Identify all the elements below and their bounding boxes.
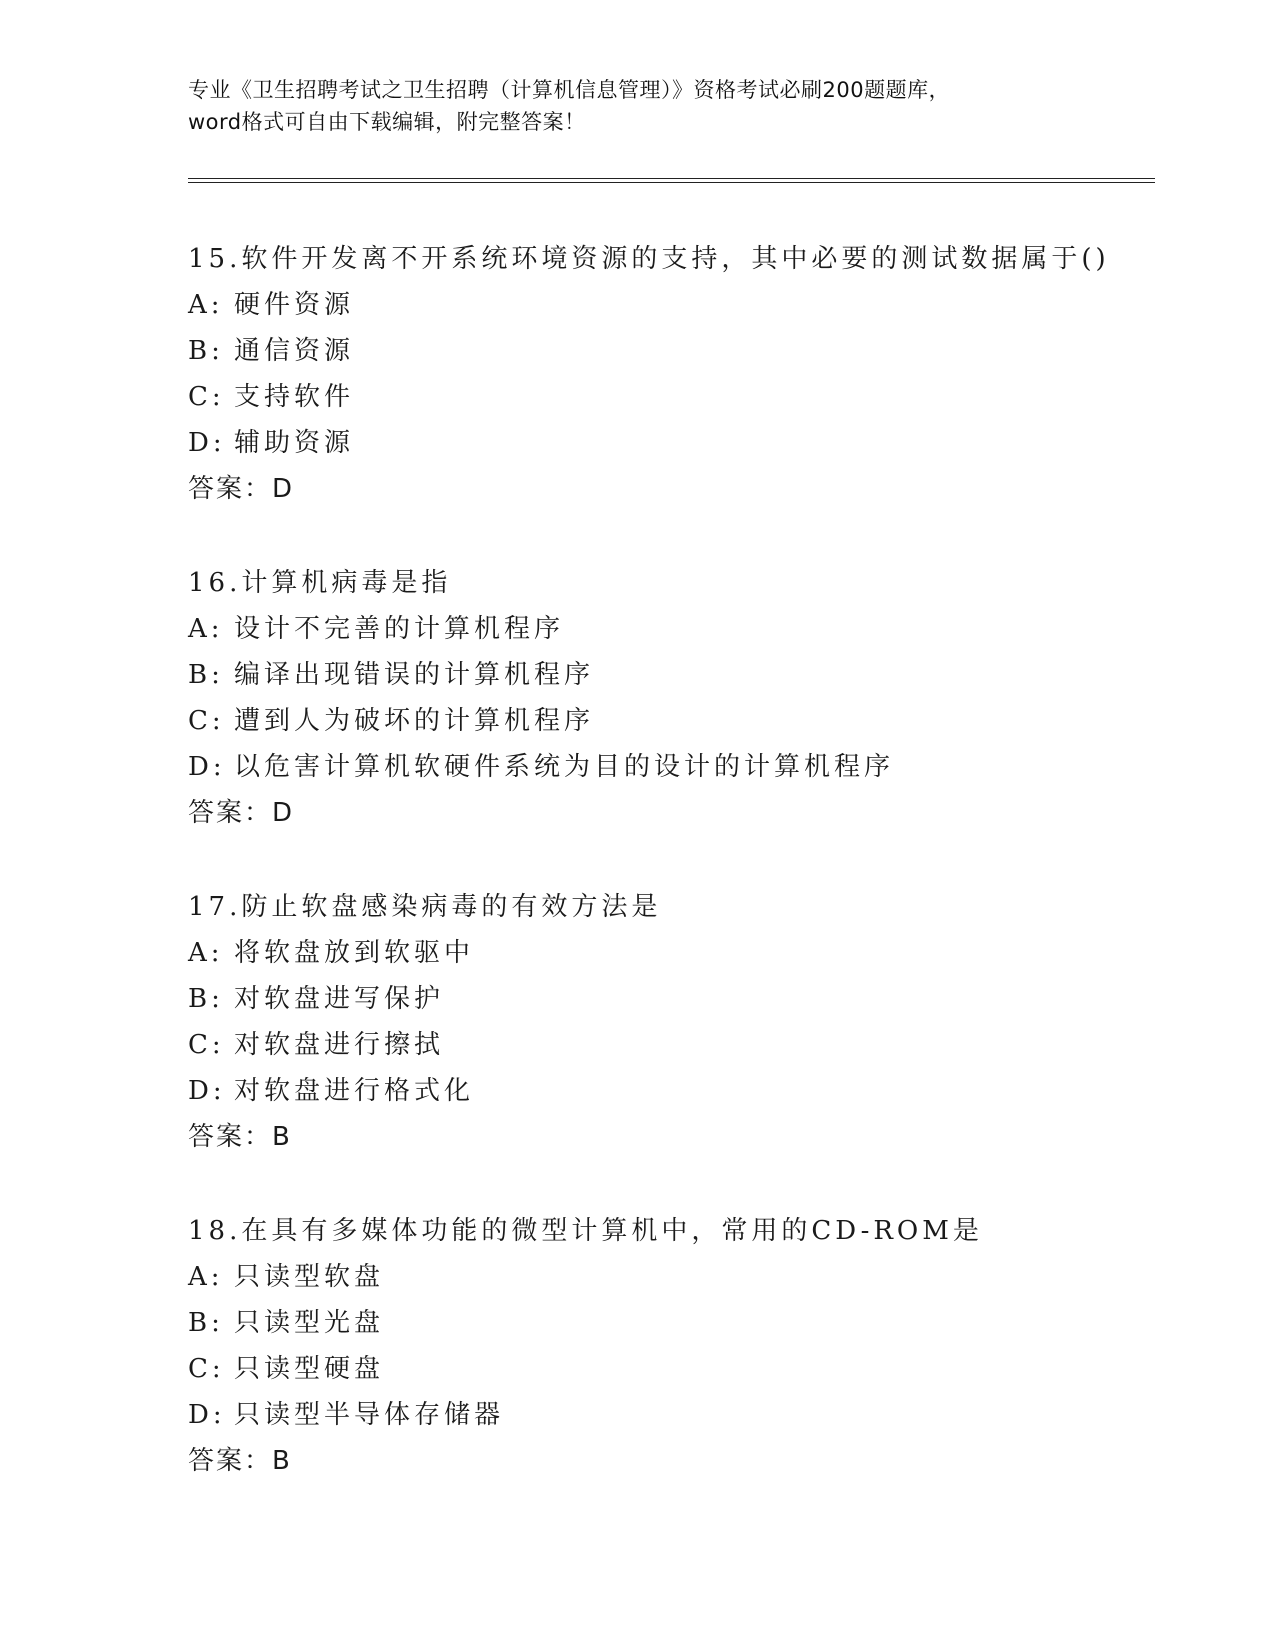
- option-letter: C:: [188, 1030, 225, 1060]
- option-b: [188, 976, 1148, 1022]
- question-17: [188, 884, 1148, 1160]
- option-text: 对软盘进行擦拭: [234, 1030, 445, 1060]
- option-letter: A:: [188, 614, 224, 644]
- option-letter: C:: [188, 382, 225, 412]
- option-text: 以危害计算机软硬件系统为目的设计的计算机程序: [234, 752, 895, 782]
- option-letter: C:: [188, 706, 225, 736]
- option-text: 只读型光盘: [234, 1308, 385, 1338]
- answer-line: 答案：D: [188, 474, 295, 504]
- option-a: [188, 606, 1148, 652]
- option-letter: D:: [188, 1076, 226, 1106]
- option-text: 辅助资源: [234, 428, 355, 458]
- header-line-1: 专业《卫生招聘考试之卫生招聘（计算机信息管理）》资格考试必刷200题题库，: [188, 78, 951, 102]
- question-stem: 15.软件开发离不开系统环境资源的支持，其中必要的测试数据属于(): [188, 244, 1110, 274]
- option-d: [188, 420, 1148, 466]
- option-text: 遭到人为破坏的计算机程序: [234, 706, 595, 736]
- option-text: 编译出现错误的计算机程序: [234, 660, 595, 690]
- answer-line: 答案：B: [188, 1122, 292, 1152]
- option-letter: A:: [188, 290, 224, 320]
- option-text: 只读型软盘: [234, 1262, 385, 1292]
- question-18: [188, 1208, 1148, 1484]
- option-text: 只读型半导体存储器: [234, 1400, 505, 1430]
- option-c: [188, 1022, 1148, 1068]
- option-text: 支持软件: [234, 382, 355, 412]
- answer-line: 答案：D: [188, 798, 295, 828]
- question-15: [188, 236, 1148, 512]
- option-letter: C:: [188, 1354, 225, 1384]
- option-letter: D:: [188, 752, 226, 782]
- option-letter: B:: [188, 660, 224, 690]
- option-a: [188, 1254, 1148, 1300]
- document-header: [188, 74, 1088, 138]
- option-d: [188, 1068, 1148, 1114]
- question-16: [188, 560, 1148, 836]
- option-text: 对软盘进写保护: [234, 984, 445, 1014]
- option-a: [188, 930, 1148, 976]
- question-stem: 17.防止软盘感染病毒的有效方法是: [188, 892, 662, 922]
- question-stem: 18.在具有多媒体功能的微型计算机中，常用的CD-ROM是: [188, 1216, 983, 1246]
- option-text: 设计不完善的计算机程序: [234, 614, 565, 644]
- option-letter: A:: [188, 1262, 224, 1292]
- option-letter: B:: [188, 336, 224, 366]
- option-c: [188, 1346, 1148, 1392]
- option-letter: B:: [188, 1308, 224, 1338]
- option-letter: B:: [188, 984, 224, 1014]
- option-text: 硬件资源: [234, 290, 355, 320]
- question-list: [188, 236, 1148, 1532]
- question-stem: 16.计算机病毒是指: [188, 568, 452, 598]
- header-divider-top: [188, 178, 1155, 179]
- option-text: 将软盘放到软驱中: [234, 938, 475, 968]
- option-c: [188, 374, 1148, 420]
- option-d: [188, 1392, 1148, 1438]
- option-c: [188, 698, 1148, 744]
- option-letter: A:: [188, 938, 224, 968]
- option-a: [188, 282, 1148, 328]
- option-text: 只读型硬盘: [234, 1354, 385, 1384]
- option-b: [188, 328, 1148, 374]
- option-letter: D:: [188, 428, 226, 458]
- option-b: [188, 652, 1148, 698]
- header-line-2: word格式可自由下载编辑，附完整答案！: [188, 110, 586, 134]
- answer-line: 答案：B: [188, 1446, 292, 1476]
- header-divider-bottom: [188, 182, 1155, 183]
- option-letter: D:: [188, 1400, 226, 1430]
- option-text: 对软盘进行格式化: [234, 1076, 475, 1106]
- option-b: [188, 1300, 1148, 1346]
- option-text: 通信资源: [234, 336, 355, 366]
- option-d: [188, 744, 1148, 790]
